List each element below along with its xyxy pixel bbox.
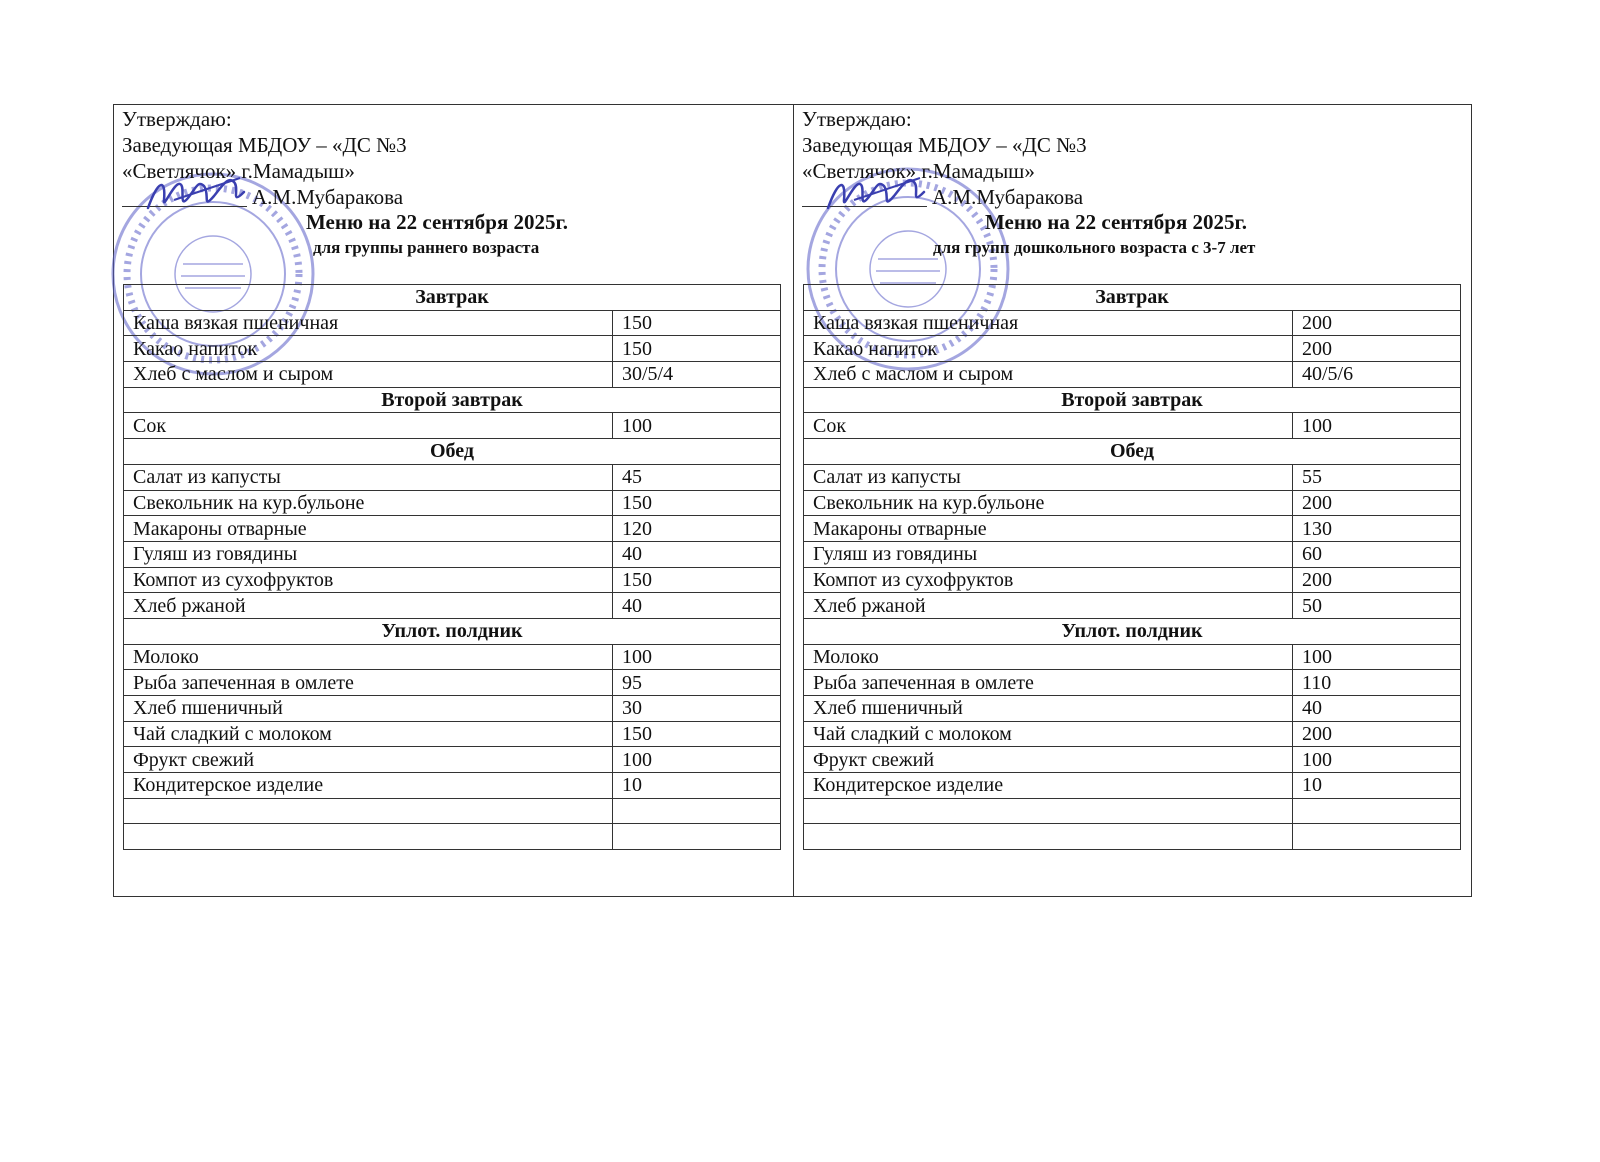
portion-size	[1293, 824, 1461, 850]
dish-name: Кондитерское изделие	[804, 773, 1293, 799]
dish-name: Молоко	[804, 644, 1293, 670]
menu-item-row	[124, 798, 781, 824]
group-title: для групп дошкольного возраста с 3-7 лет	[933, 238, 1256, 257]
menu-item-row	[804, 413, 1461, 439]
menu-item-row	[124, 721, 781, 747]
dish-name: Макароны отварные	[804, 516, 1293, 542]
portion-size: 100	[1293, 413, 1461, 439]
menu-item-row	[804, 490, 1461, 516]
menu-table	[123, 284, 781, 850]
signature-icon	[824, 170, 934, 218]
portion-size: 50	[1293, 593, 1461, 619]
section-header-row	[124, 439, 781, 465]
section-header-row	[804, 439, 1461, 465]
portion-size: 150	[613, 490, 781, 516]
section-title: Обед	[124, 439, 781, 465]
section-header-row	[804, 618, 1461, 644]
portion-size: 200	[1293, 490, 1461, 516]
portion-size: 200	[1293, 721, 1461, 747]
dish-name: Макароны отварные	[124, 516, 613, 542]
portion-size: 200	[1293, 310, 1461, 336]
dish-name: Чай сладкий с молоком	[124, 721, 613, 747]
menu-item-row	[124, 541, 781, 567]
portion-size: 100	[1293, 747, 1461, 773]
section-title: Обед	[804, 439, 1461, 465]
menu-item-row	[124, 670, 781, 696]
signer-name: А.М.Мубаракова	[932, 185, 1084, 209]
section-header-row	[124, 387, 781, 413]
dish-name: Салат из капусты	[804, 464, 1293, 490]
dish-name: Свекольник на кур.бульоне	[124, 490, 613, 516]
portion-size: 30/5/4	[613, 362, 781, 388]
approval-position: Заведующая МБДОУ – «ДС №3	[122, 133, 407, 157]
dish-name: Гуляш из говядины	[124, 541, 613, 567]
section-header-row	[804, 285, 1461, 311]
menu-item-row	[804, 516, 1461, 542]
menu-item-row	[804, 670, 1461, 696]
portion-size: 55	[1293, 464, 1461, 490]
portion-size: 40	[1293, 696, 1461, 722]
group-title: для группы раннего возраста	[313, 238, 540, 257]
menu-item-row	[124, 824, 781, 850]
approval-heading: Утверждаю:	[122, 107, 232, 131]
signer-name: А.М.Мубаракова	[252, 185, 404, 209]
menu-item-row	[124, 773, 781, 799]
dish-name: Чай сладкий с молоком	[804, 721, 1293, 747]
dish-name	[804, 798, 1293, 824]
section-title: Уплот. полдник	[804, 618, 1461, 644]
dish-name: Фрукт свежий	[804, 747, 1293, 773]
approval-position: Заведующая МБДОУ – «ДС №3	[802, 133, 1087, 157]
section-title: Уплот. полдник	[124, 618, 781, 644]
menu-item-row	[804, 310, 1461, 336]
menu-item-row	[124, 567, 781, 593]
portion-size: 40	[613, 593, 781, 619]
section-header-row	[124, 618, 781, 644]
menu-item-row	[124, 362, 781, 388]
approval-organization: «Светлячок» г.Мамадыш»	[802, 159, 1035, 183]
menu-table	[803, 284, 1461, 850]
dish-name: Хлеб ржаной	[804, 593, 1293, 619]
portion-size: 100	[613, 413, 781, 439]
menu-panel-preschool	[793, 104, 1473, 897]
portion-size	[613, 798, 781, 824]
dish-name: Каша вязкая пшеничная	[804, 310, 1293, 336]
portion-size: 130	[1293, 516, 1461, 542]
menu-item-row	[124, 593, 781, 619]
portion-size: 10	[613, 773, 781, 799]
menu-item-row	[804, 593, 1461, 619]
portion-size: 150	[613, 310, 781, 336]
portion-size: 10	[1293, 773, 1461, 799]
portion-size: 45	[613, 464, 781, 490]
approval-heading: Утверждаю:	[802, 107, 912, 131]
menu-item-row	[804, 644, 1461, 670]
menu-item-row	[124, 644, 781, 670]
dish-name: Хлеб с маслом и сыром	[804, 362, 1293, 388]
dish-name: Компот из сухофруктов	[124, 567, 613, 593]
section-title: Второй завтрак	[124, 387, 781, 413]
dish-name: Хлеб с маслом и сыром	[124, 362, 613, 388]
portion-size: 120	[613, 516, 781, 542]
dish-name: Какао напиток	[124, 336, 613, 362]
menu-item-row	[124, 747, 781, 773]
signature-line	[122, 184, 407, 210]
portion-size: 150	[613, 567, 781, 593]
portion-size: 100	[613, 644, 781, 670]
portion-size: 40/5/6	[1293, 362, 1461, 388]
menu-panel-early-age	[113, 104, 793, 897]
dish-name: Компот из сухофруктов	[804, 567, 1293, 593]
dish-name: Молоко	[124, 644, 613, 670]
portion-size: 30	[613, 696, 781, 722]
menu-item-row	[804, 721, 1461, 747]
menu-item-row	[804, 541, 1461, 567]
menu-item-row	[804, 336, 1461, 362]
menu-title: Меню на 22 сентября 2025г.	[306, 210, 568, 234]
menu-item-row	[804, 773, 1461, 799]
dish-name: Хлеб ржаной	[124, 593, 613, 619]
portion-size: 110	[1293, 670, 1461, 696]
dish-name: Хлеб пшеничный	[124, 696, 613, 722]
dish-name: Фрукт свежий	[124, 747, 613, 773]
menu-item-row	[124, 464, 781, 490]
section-title: Завтрак	[804, 285, 1461, 311]
menu-item-row	[804, 696, 1461, 722]
menu-item-row	[804, 567, 1461, 593]
section-title: Второй завтрак	[804, 387, 1461, 413]
menu-item-row	[124, 413, 781, 439]
portion-size	[613, 824, 781, 850]
dish-name: Каша вязкая пшеничная	[124, 310, 613, 336]
menu-item-row	[804, 464, 1461, 490]
approval-organization: «Светлячок» г.Мамадыш»	[122, 159, 355, 183]
section-header-row	[124, 285, 781, 311]
menu-item-row	[804, 362, 1461, 388]
portion-size: 95	[613, 670, 781, 696]
section-title: Завтрак	[124, 285, 781, 311]
portion-size: 150	[613, 721, 781, 747]
menu-item-row	[124, 696, 781, 722]
dish-name: Какао напиток	[804, 336, 1293, 362]
portion-size: 150	[613, 336, 781, 362]
approval-block	[802, 106, 1087, 210]
signature-line	[802, 184, 1087, 210]
dish-name: Рыба запеченная в омлете	[804, 670, 1293, 696]
portion-size: 60	[1293, 541, 1461, 567]
portion-size: 40	[613, 541, 781, 567]
dish-name: Сок	[124, 413, 613, 439]
dish-name: Сок	[804, 413, 1293, 439]
dish-name: Гуляш из говядины	[804, 541, 1293, 567]
signature-icon	[144, 170, 254, 218]
dish-name: Кондитерское изделие	[124, 773, 613, 799]
portion-size: 100	[613, 747, 781, 773]
approval-block	[122, 106, 407, 210]
dish-name: Хлеб пшеничный	[804, 696, 1293, 722]
portion-size: 100	[1293, 644, 1461, 670]
menu-item-row	[124, 516, 781, 542]
portion-size	[1293, 798, 1461, 824]
dish-name: Салат из капусты	[124, 464, 613, 490]
portion-size: 200	[1293, 567, 1461, 593]
menu-item-row	[804, 824, 1461, 850]
dish-name: Свекольник на кур.бульоне	[804, 490, 1293, 516]
menu-item-row	[124, 336, 781, 362]
menu-title: Меню на 22 сентября 2025г.	[985, 210, 1247, 234]
portion-size: 200	[1293, 336, 1461, 362]
menu-item-row	[124, 490, 781, 516]
dish-name	[124, 824, 613, 850]
section-header-row	[804, 387, 1461, 413]
dish-name	[804, 824, 1293, 850]
dish-name: Рыба запеченная в омлете	[124, 670, 613, 696]
menu-item-row	[124, 310, 781, 336]
menu-item-row	[804, 747, 1461, 773]
dish-name	[124, 798, 613, 824]
menu-item-row	[804, 798, 1461, 824]
